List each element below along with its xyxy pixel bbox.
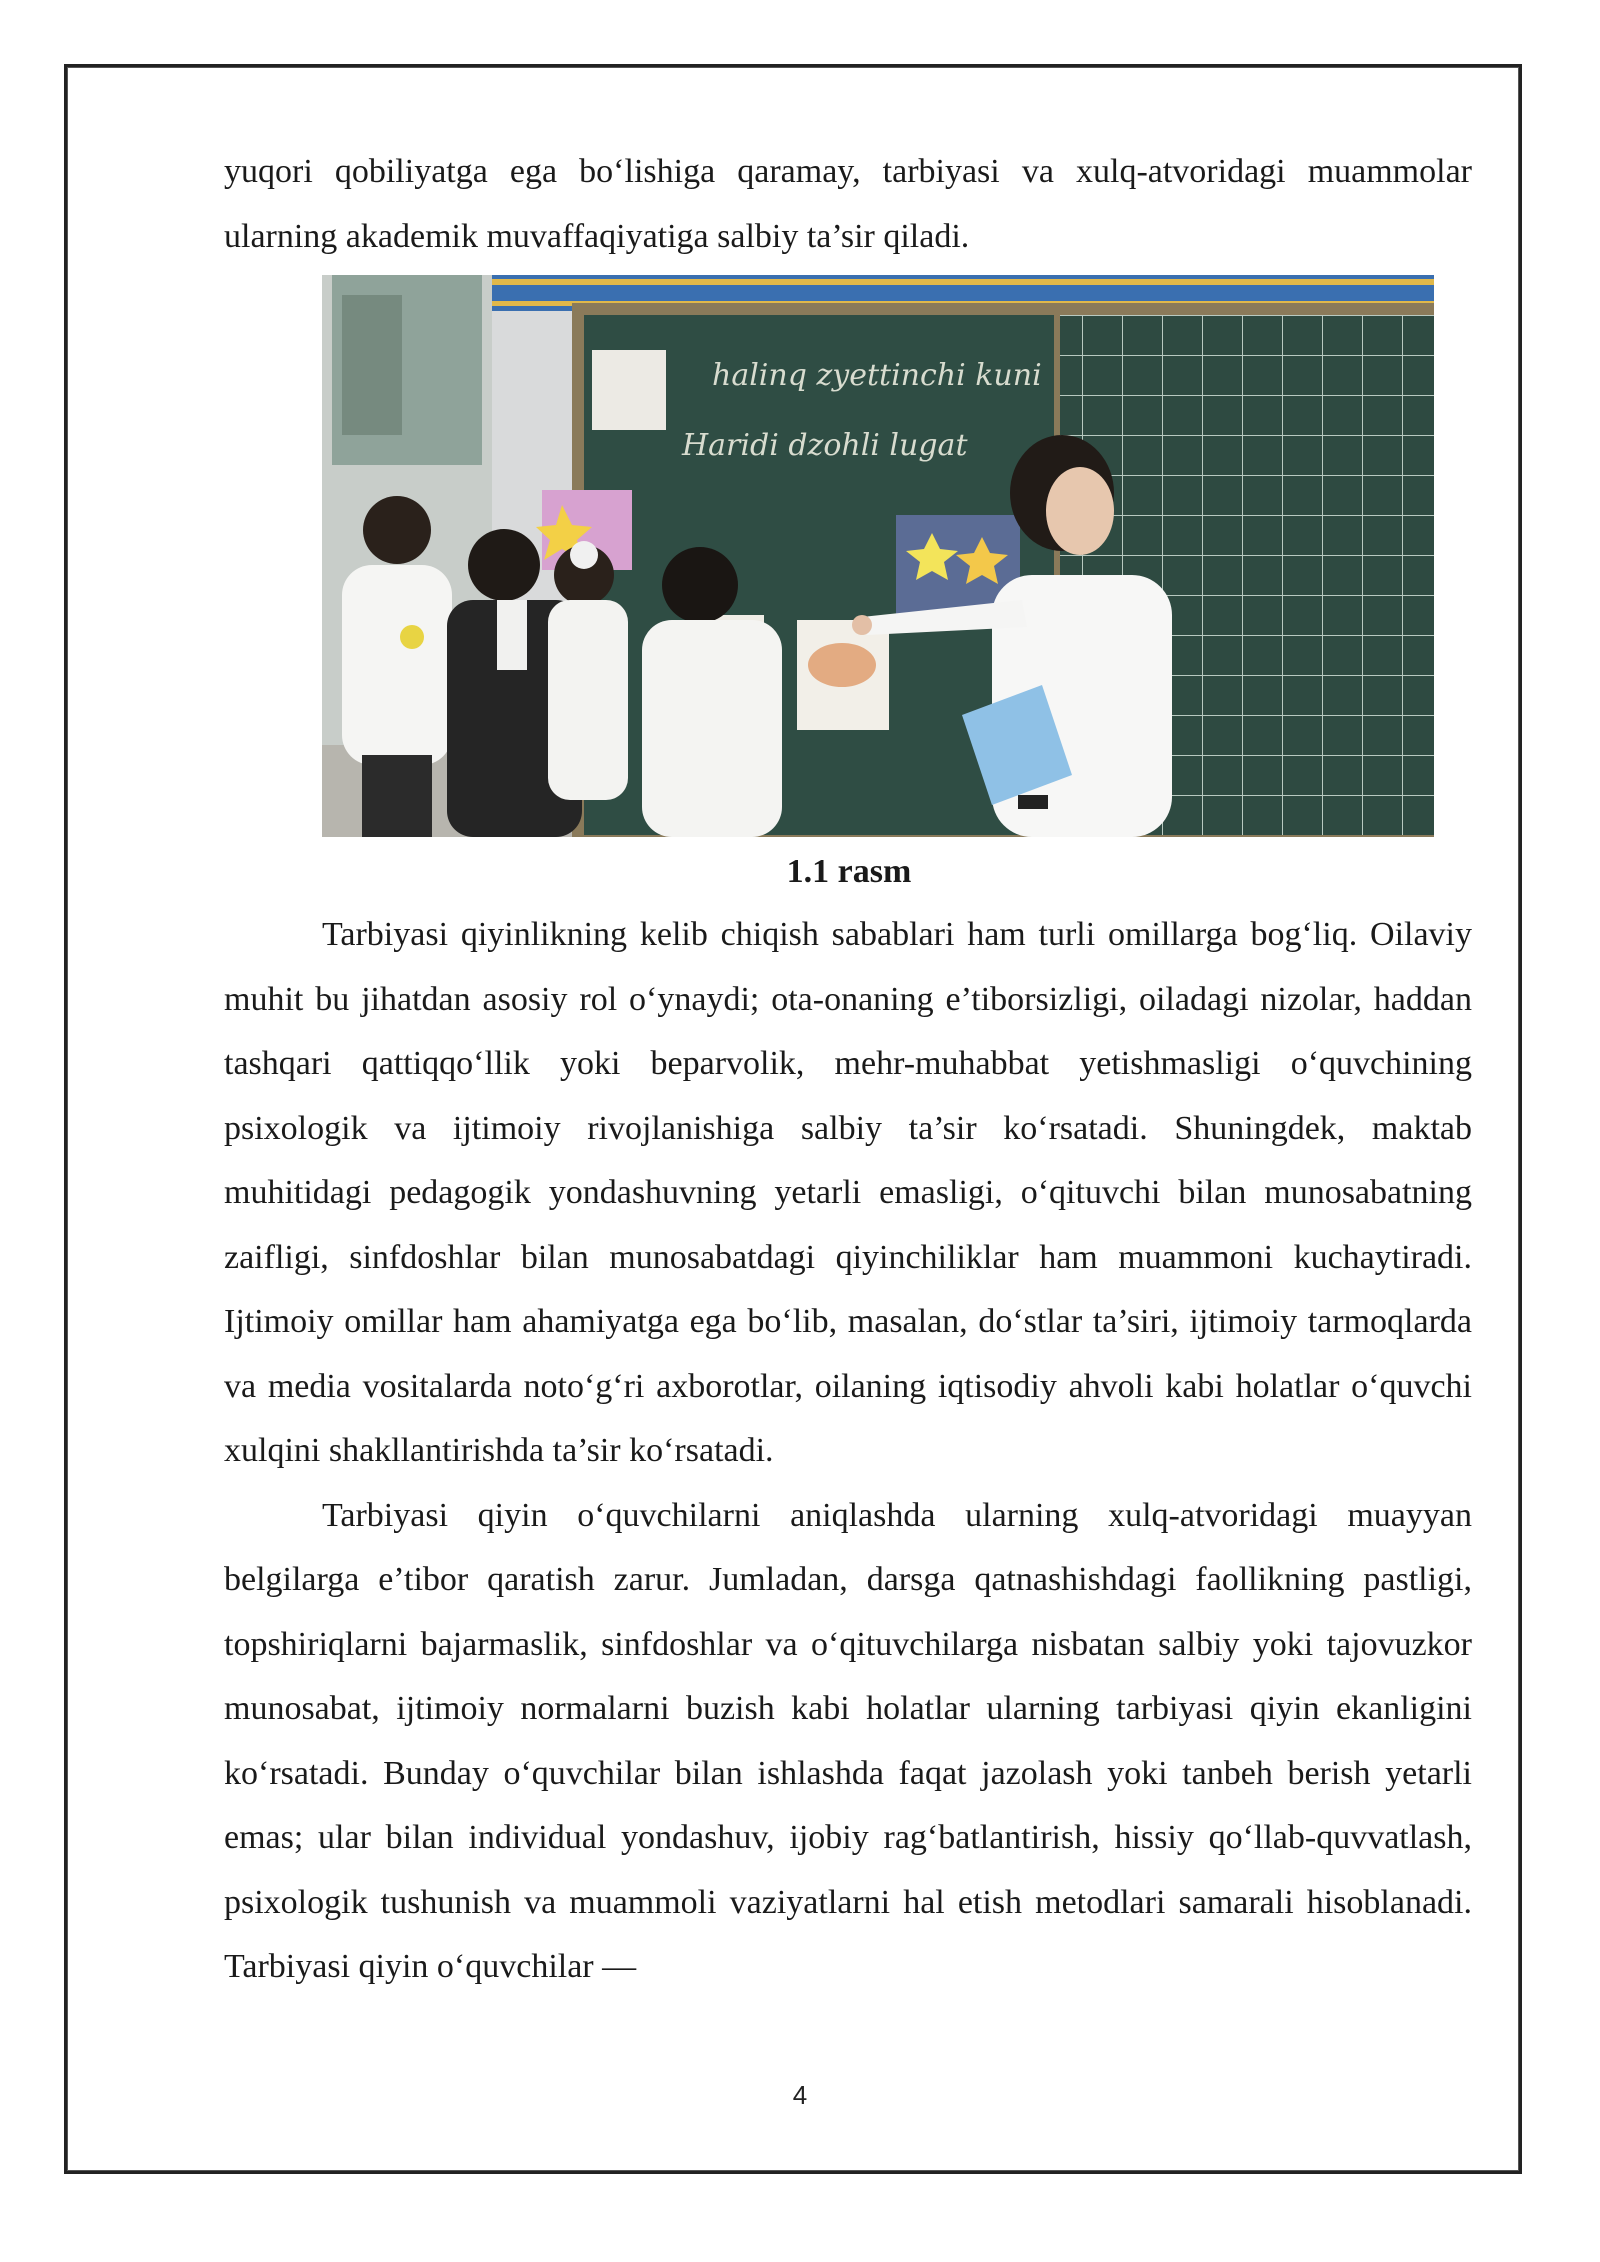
classroom-photo-illustration (322, 275, 1434, 837)
page-content (224, 140, 1472, 2000)
paragraph-continuation: yuqori qobiliyatga ega bo‘lishiga qaramay, tarbiyasi va xulq-atvoridagi muammolar ularning akademik muvaffaqiyatiga salbiy ta’sir qiladi. (224, 153, 1472, 255)
classroom-photo (322, 275, 1434, 837)
board-writing-line1: halinq zyettinchi kuni (712, 358, 1042, 393)
board-writing-line2: Haridi dzohli lugat (682, 428, 968, 463)
figure-caption: 1.1 rasm (786, 853, 912, 890)
paragraph-causes: Tarbiyasi qiyinlikning kelib chiqish sabablari ham turli omillarga bog‘liq. Oilaviy muhit bu jihatdan asosiy rol o‘ynaydi; ota-onaning e’tiborsizligi, oiladagi nizolar, haddan tashqari qattiqqo‘llik yoki beparvolik, mehr-muhabbat yetishmasligi o‘quvchining psixologik va ijtimoiy rivojlanishiga salbiy ta’sir ko‘rsatadi. Shuningdek, maktab muhitidagi pedagogik yondashuvning yetarli emasligi, o‘qituvchi bilan munosabatning zaifligi, sinfdoshlar bilan munosabatdagi qiyinchiliklar ham muammoni kuchaytiradi. Ijtimoiy omillar ham ahamiyatga ega bo‘lib, masalan, do‘stlar ta’siri, ijtimoiy tarmoqlarda va media vositalarda noto‘g‘ri axborotlar, oilaning iqtisodiy ahvoli kabi holatlar o‘quvchi xulqini shakllantirishda ta’sir ko‘rsatadi. (224, 916, 1472, 1469)
page-number: 4 (792, 2080, 808, 2110)
paragraph-identification: Tarbiyasi qiyin o‘quvchilarni aniqlashda ularning xulq-atvoridagi muayyan belgilarga e’tibor qaratish zarur. Jumladan, darsga qatnashishdagi faollikning pastligi, topshiriqlarni bajarmaslik, sinfdoshlar va o‘qituvchilarga nisbatan salbiy yoki tajovuzkor munosabat, ijtimoiy normalarni buzish kabi holatlar ularning tarbiyasi qiyin ekanligini ko‘rsatadi. Bunday o‘quvchilar bilan ishlashda faqat jazolash yoki tanbeh berish yetarli emas; ular bilan individual yondashuv, ijobiy rag‘batlantirish, hissiy qo‘llab-quvvatlash, psixologik tushunish va muammoli vaziyatlarni hal etish metodlari samarali hisoblanadi. Tarbiyasi qiyin o‘quvchilar — (224, 1496, 1472, 1985)
